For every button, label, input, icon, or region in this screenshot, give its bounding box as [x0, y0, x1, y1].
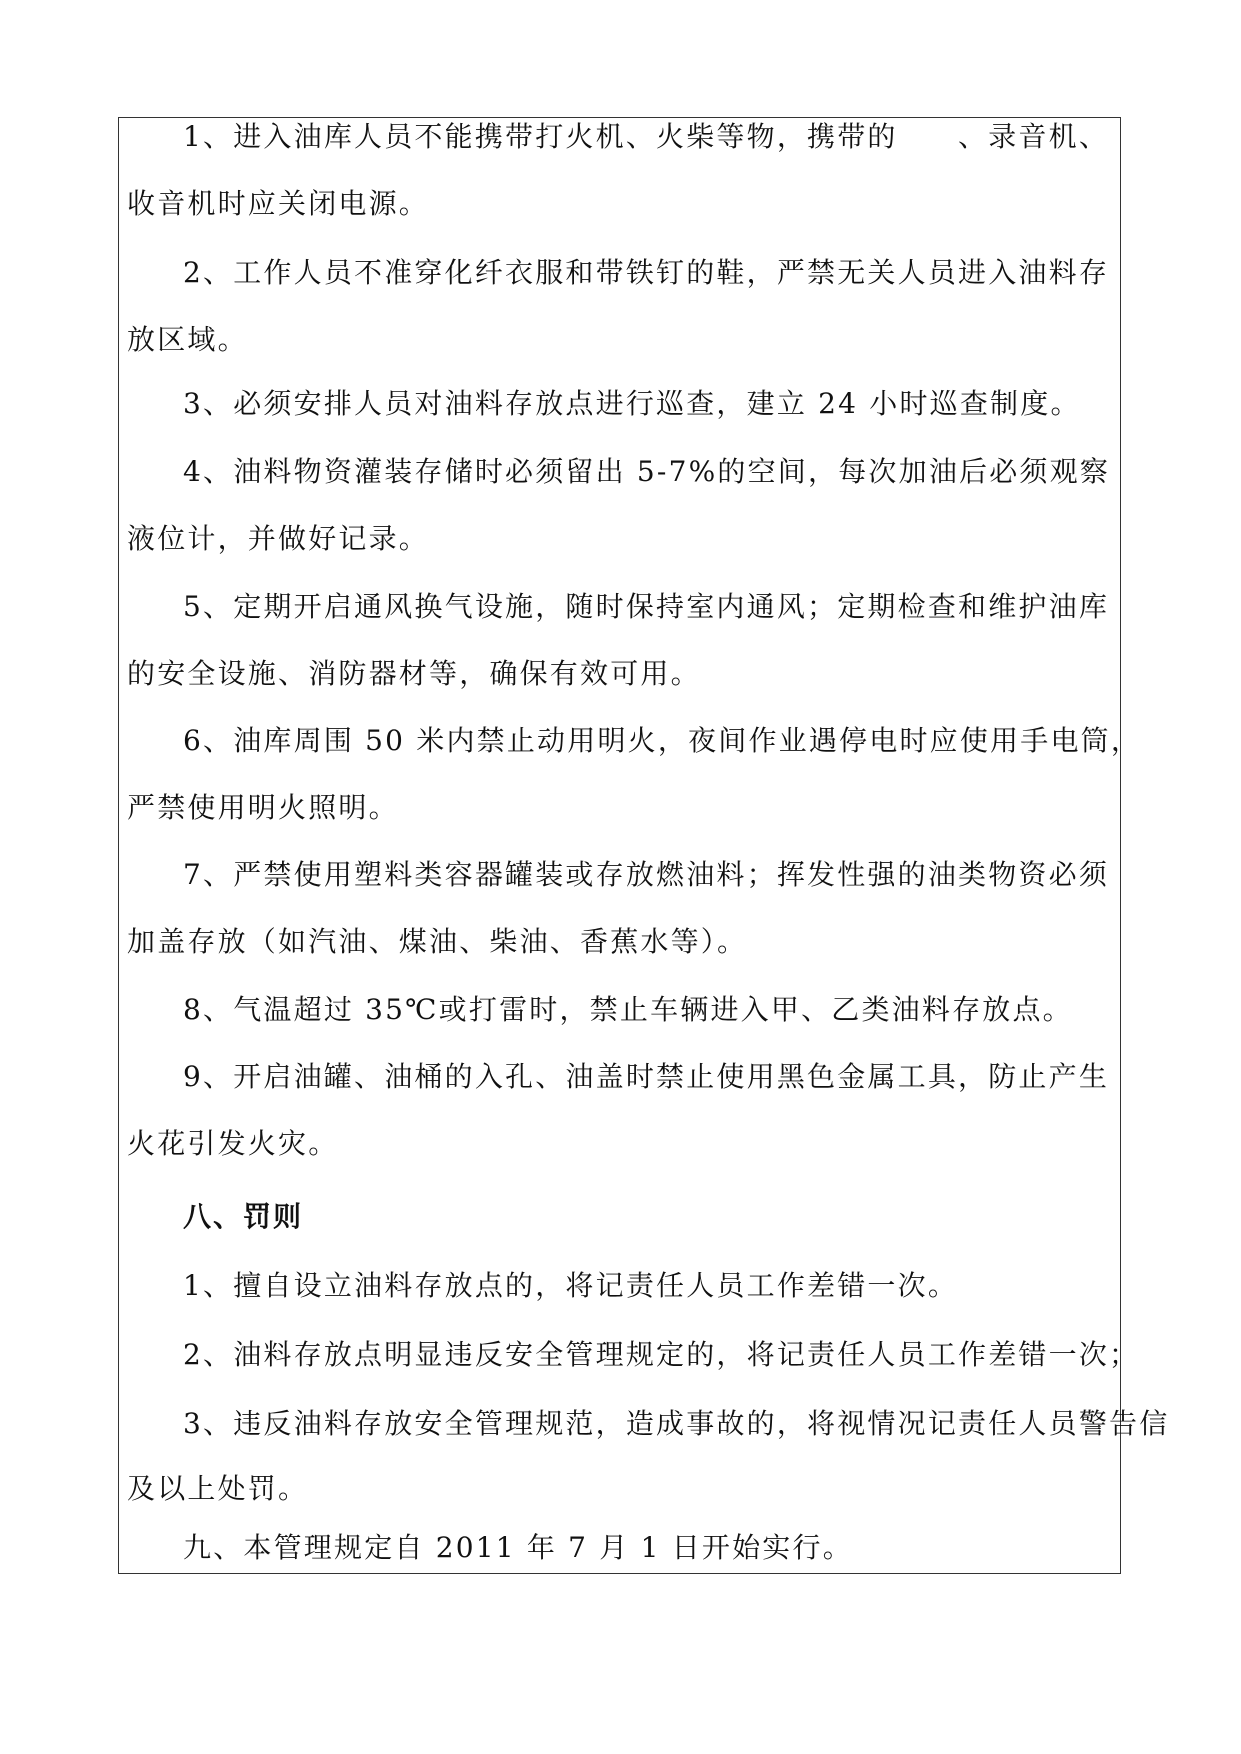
rule-6: [127, 707, 1142, 841]
penalty-3-line-1: 3、违反油料存放安全管理规范，造成事故的，将视情况记责任人员警告信: [183, 1407, 1170, 1440]
rule-2-line-1: 2、工作人员不准穿化纤衣服和带铁钉的鞋，严禁无关人员进入油料存: [183, 256, 1110, 289]
penalty-3-line-2: 及以上处罚。: [127, 1472, 309, 1505]
penalty-1-line-1: 1、擅自设立油料存放点的，将记责任人员工作差错一次。: [183, 1269, 959, 1302]
rule-9: [127, 1043, 1117, 1177]
effective-date: [127, 1524, 1117, 1596]
penalty-2: [127, 1321, 1140, 1389]
rule-9-line-2: 火花引发火灾。: [127, 1127, 339, 1160]
rule-5: [127, 573, 1117, 707]
rule-8: [127, 976, 1117, 1044]
rule-4-line-1: 4、油料物资灌装存储时必须留出 5-7%的空间，每次加油后必须观察: [183, 455, 1111, 488]
rule-5-line-2: 的安全设施、消防器材等，确保有效可用。: [127, 657, 701, 690]
rule-9-line-1: 9、开启油罐、油桶的入孔、油盖时禁止使用黑色金属工具，防止产生: [183, 1060, 1110, 1093]
rule-4: [127, 438, 1117, 572]
rule-6-line-1: 6、油库周围 50 米内禁止动用明火，夜间作业遇停电时应使用手电筒，: [183, 724, 1142, 757]
effective-date-line: 九、本管理规定自 2011 年 7 月 1 日开始实行。: [183, 1531, 853, 1564]
rule-1-line-2: 收音机时应关闭电源。: [127, 187, 430, 220]
penalty-heading: 八、罚则: [183, 1200, 304, 1233]
rule-7-line-1: 7、严禁使用塑料类容器罐装或存放燃油料；挥发性强的油类物资必须: [183, 858, 1110, 891]
rule-7: [127, 841, 1117, 975]
rule-3-line-1: 3、必须安排人员对油料存放点进行巡查，建立 24 小时巡查制度。: [183, 387, 1081, 420]
rule-6-line-2: 严禁使用明火照明。: [127, 791, 399, 824]
rule-3: [127, 370, 1117, 438]
rule-2-line-2: 放区域。: [127, 323, 248, 356]
rule-5-line-1: 5、定期开启通风换气设施，随时保持室内通风；定期检查和维护油库: [183, 590, 1110, 623]
rule-8-line-1: 8、气温超过 35℃或打雷时，禁止车辆进入甲、乙类油料存放点。: [183, 993, 1073, 1026]
rule-1-line-1: 1、进入油库人员不能携带打火机、火柴等物，携带的 、录音机、: [183, 120, 1110, 153]
penalty-2-line-1: 2、油料存放点明显违反安全管理规定的，将记责任人员工作差错一次；: [183, 1338, 1140, 1371]
penalty-1: [127, 1252, 1117, 1320]
rule-1: [127, 103, 1117, 237]
rule-2: [127, 239, 1117, 373]
rule-7-line-2: 加盖存放（如汽油、煤油、柴油、香蕉水等）。: [127, 925, 748, 958]
penalty-3-cont: [127, 1455, 1117, 1523]
rule-4-line-2: 液位计，并做好记录。: [127, 522, 430, 555]
